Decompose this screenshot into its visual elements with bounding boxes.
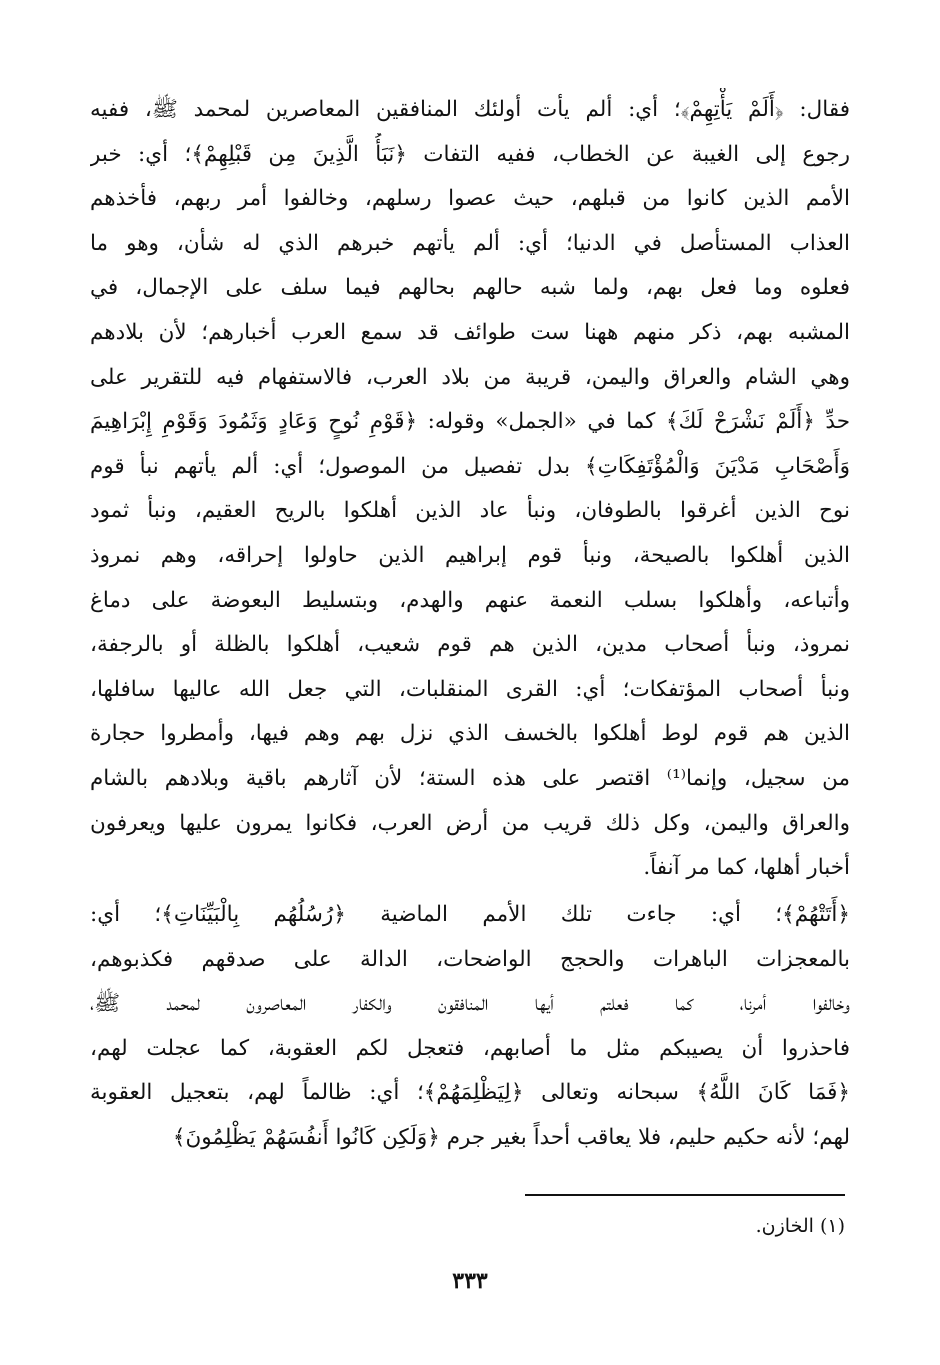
text-line: وَأَصْحَابِ مَدْيَنَ وَالْمُؤْتَفِكَاتِ﴾ بدل تفصيل من الموصول؛ أي: ألم يأتهم نبأ قوم xyxy=(90,453,850,479)
text-line: الأمم الذين كانوا من قبلهم، حيث عصوا رسلهم، وخالفوا أمر ربهم، فأخذهم xyxy=(90,186,850,212)
text-line: ﴿فَمَا كَانَ اللَّهُ﴾ سبحانه وتعالى ﴿لِيَظْلِمَهُمْ﴾؛ أي: ظالماً لهم، بتعجيل العقوبة xyxy=(90,1080,850,1106)
text-line: فقال: ﴿أَلَمْ يَأْتِهِمْ﴾؛ أي: ألم يأت أولئك المنافقين المعاصرين لمحمد ﷺ، ففيه xyxy=(90,97,850,122)
second-paragraph xyxy=(90,893,850,1161)
text-line: وهي الشام والعراق واليمن، قريبة من بلاد العرب، فالاستفهام فيه للتقرير على xyxy=(90,364,850,390)
text-line: الذين أهلكوا بالصيحة، ونبأ قوم إبراهيم الذين حاولوا إحراقه، وهم نمروذ xyxy=(90,542,850,568)
text-line: الذين هم قوم لوط أهلكوا بالخسف الذي نزل بهم وهم فيها، وأمطروا حجارة xyxy=(90,721,850,747)
text-line: نوح الذين أغرقوا بالطوفان، ونبأ عاد الذين أهلكوا بالريح العقيم، ونبأ ثمود xyxy=(90,498,850,524)
text-line: فعلوه وما فعل بهم، ولما شبه حالهم بحالهم فيما سلف على الإجمال، في xyxy=(90,275,850,301)
text-line: بالمعجزات الباهرات والحجج الواضحات، الدالة على صدقهم فكذبوهم، xyxy=(90,946,850,972)
main-paragraph xyxy=(90,88,850,891)
text-line: فاحذروا أن يصيبكم مثل ما أصابهم، فتعجل لكم العقوبة، كما عجلت لهم، xyxy=(90,1035,850,1061)
text-line: المشبه بهم، ذكر منهم ههنا ست طوائف قد سمع العرب أخبارهم؛ لأن بلادهم xyxy=(90,319,850,345)
text-line: لهم؛ لأنه حكيم حليم، فلا يعاقب أحداً بغير جرم ﴿وَلَكِن كَانُوا أَنفُسَهُمْ يَظْلِمُونَ﴾ xyxy=(172,1124,850,1150)
page-number: ٣٣٣ xyxy=(452,1268,488,1294)
footnote: (١) الخازن. xyxy=(755,1215,845,1237)
text-line: حدِّ ﴿أَلَمْ نَشْرَحْ لَكَ﴾ كما في «الجمل» وقوله: ﴿قَوْمِ نُوحٍ وَعَادٍ وَثَمُودَ وَقَوْمِ إِبْرَاهِيمَ xyxy=(90,409,850,435)
text-line: العذاب المستأصل في الدنيا؛ أي: ألم يأتهم خبرهم الذي له شأن، وهو ما xyxy=(90,230,850,256)
text-line: أخبار أهلها، كما مر آنفاً. xyxy=(643,855,850,881)
text-line: رجوع إلى الغيبة عن الخطاب، ففيه التفات ﴿نَبَأُ الَّذِينَ مِن قَبْلِهِمْ﴾؛ أي: خبر xyxy=(90,141,850,167)
text-line: وأتباعه، وأهلكوا بسلب النعمة عنهم والهدم، وبتسليط البعوضة على دماغ xyxy=(90,587,850,613)
text-line: نمروذ، ونبأ أصحاب مدين، الذين هم قوم شعيب، أهلكوا بالظلة أو بالرجفة، xyxy=(90,632,850,658)
text-line: ونبأ أصحاب المؤتفكات؛ أي: القرى المنقلبات، التي جعل الله عاليها سافلها، xyxy=(90,676,850,702)
footnote-divider xyxy=(525,1194,845,1196)
text-line: وخالفوا أمرنا، كما فعلتم أيها المنافقون والكفار المعاصرون لمحمد ﷺ، xyxy=(90,991,850,1017)
text-line: والعراق واليمن، وكل ذلك قريب من أرض العرب، فكانوا يمرون عليها ويعرفون xyxy=(90,810,850,836)
text-line: ﴿أَتَتْهُمْ﴾؛ أي: جاءت تلك الأمم الماضية ﴿رُسُلُهُم بِالْبَيِّنَاتِ﴾؛ أي: xyxy=(90,902,850,927)
text-line: من سجيل، وإنما⁽¹⁾ اقتصر على هذه الستة؛ لأن آثارهم باقية وبلادهم بالشام xyxy=(90,765,850,791)
